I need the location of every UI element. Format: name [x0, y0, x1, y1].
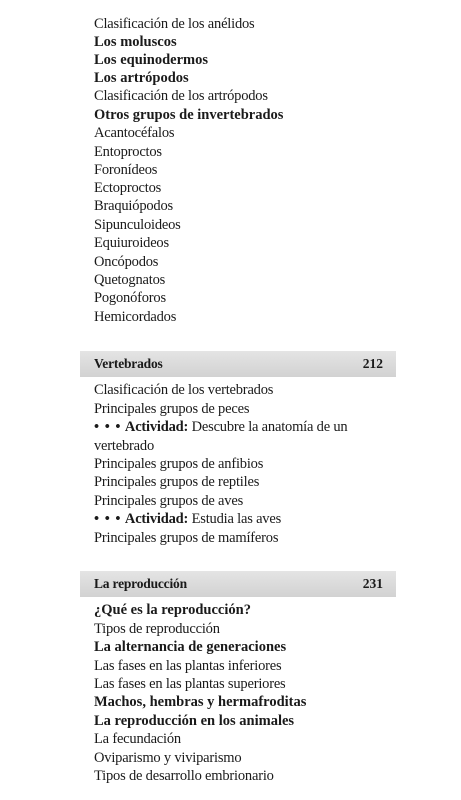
- toc-entry: Principales grupos de mamíferos: [94, 530, 279, 546]
- activity-bullets: • • •: [94, 511, 122, 527]
- toc-entry: Los moluscos: [94, 34, 177, 50]
- section-title: La reproducción: [94, 576, 187, 591]
- toc-entry: Tipos de desarrollo embrionario: [94, 768, 274, 784]
- section-page-number: 212: [362, 356, 383, 371]
- section-page-number: 231: [362, 576, 383, 591]
- toc-entry: Los artrópodos: [94, 70, 189, 86]
- toc-entry: Acantocéfalos: [94, 125, 175, 141]
- activity-text: Estudia las aves: [188, 511, 282, 527]
- toc-entry: Sipunculoideos: [94, 217, 181, 233]
- toc-entry: Principales grupos de reptiles: [94, 474, 260, 490]
- toc-entry-activity: [94, 510, 281, 528]
- toc-entry: Principales grupos de aves: [94, 493, 244, 509]
- toc-entry: vertebrado: [94, 438, 154, 454]
- toc-entry: Ectoproctos: [94, 180, 162, 196]
- toc-entry: Principales grupos de anfibios: [94, 456, 264, 472]
- toc-entry: Clasificación de los vertebrados: [94, 382, 274, 398]
- toc-entry: La alternancia de generaciones: [94, 639, 287, 655]
- activity-bullets: • • •: [94, 419, 122, 435]
- section-header-vertebrados: [80, 351, 396, 377]
- toc-entry: Pogonóforos: [94, 290, 166, 306]
- activity-text: Descubre la anatomía de un: [188, 419, 348, 435]
- section-header-reproduccion: [80, 571, 396, 597]
- activity-label: Actividad:: [124, 419, 189, 435]
- toc-entry: Oncópodos: [94, 254, 159, 270]
- toc-entry: Foronídeos: [94, 162, 158, 178]
- toc-entry: La fecundación: [94, 731, 181, 747]
- toc-entry: Braquiópodos: [94, 198, 173, 214]
- toc-entry: ¿Qué es la reproducción?: [94, 602, 251, 618]
- toc-entry: Tipos de reproducción: [94, 621, 220, 637]
- toc-entry: Clasificación de los artrópodos: [94, 88, 268, 104]
- toc-entry: Quetognatos: [94, 272, 166, 288]
- toc-entry: Hemicordados: [94, 309, 177, 325]
- toc-entry-activity: [94, 418, 347, 436]
- toc-entry: Machos, hembras y hermafroditas: [94, 694, 307, 710]
- toc-entry: Clasificación de los anélidos: [94, 16, 255, 32]
- activity-label: Actividad:: [124, 511, 189, 527]
- toc-entry: Oviparismo y viviparismo: [94, 750, 242, 766]
- toc-entry: Equiuroideos: [94, 235, 169, 251]
- toc-entry: La reproducción en los animales: [94, 713, 295, 729]
- toc-entry: Los equinodermos: [94, 52, 209, 68]
- section-title: Vertebrados: [94, 356, 163, 371]
- toc-entry: Entoproctos: [94, 144, 162, 160]
- toc-entry: Otros grupos de invertebrados: [94, 107, 284, 123]
- toc-entry: Principales grupos de peces: [94, 401, 250, 417]
- toc-entry: Las fases en las plantas inferiores: [94, 658, 282, 674]
- toc-entry: Las fases en las plantas superiores: [94, 676, 286, 692]
